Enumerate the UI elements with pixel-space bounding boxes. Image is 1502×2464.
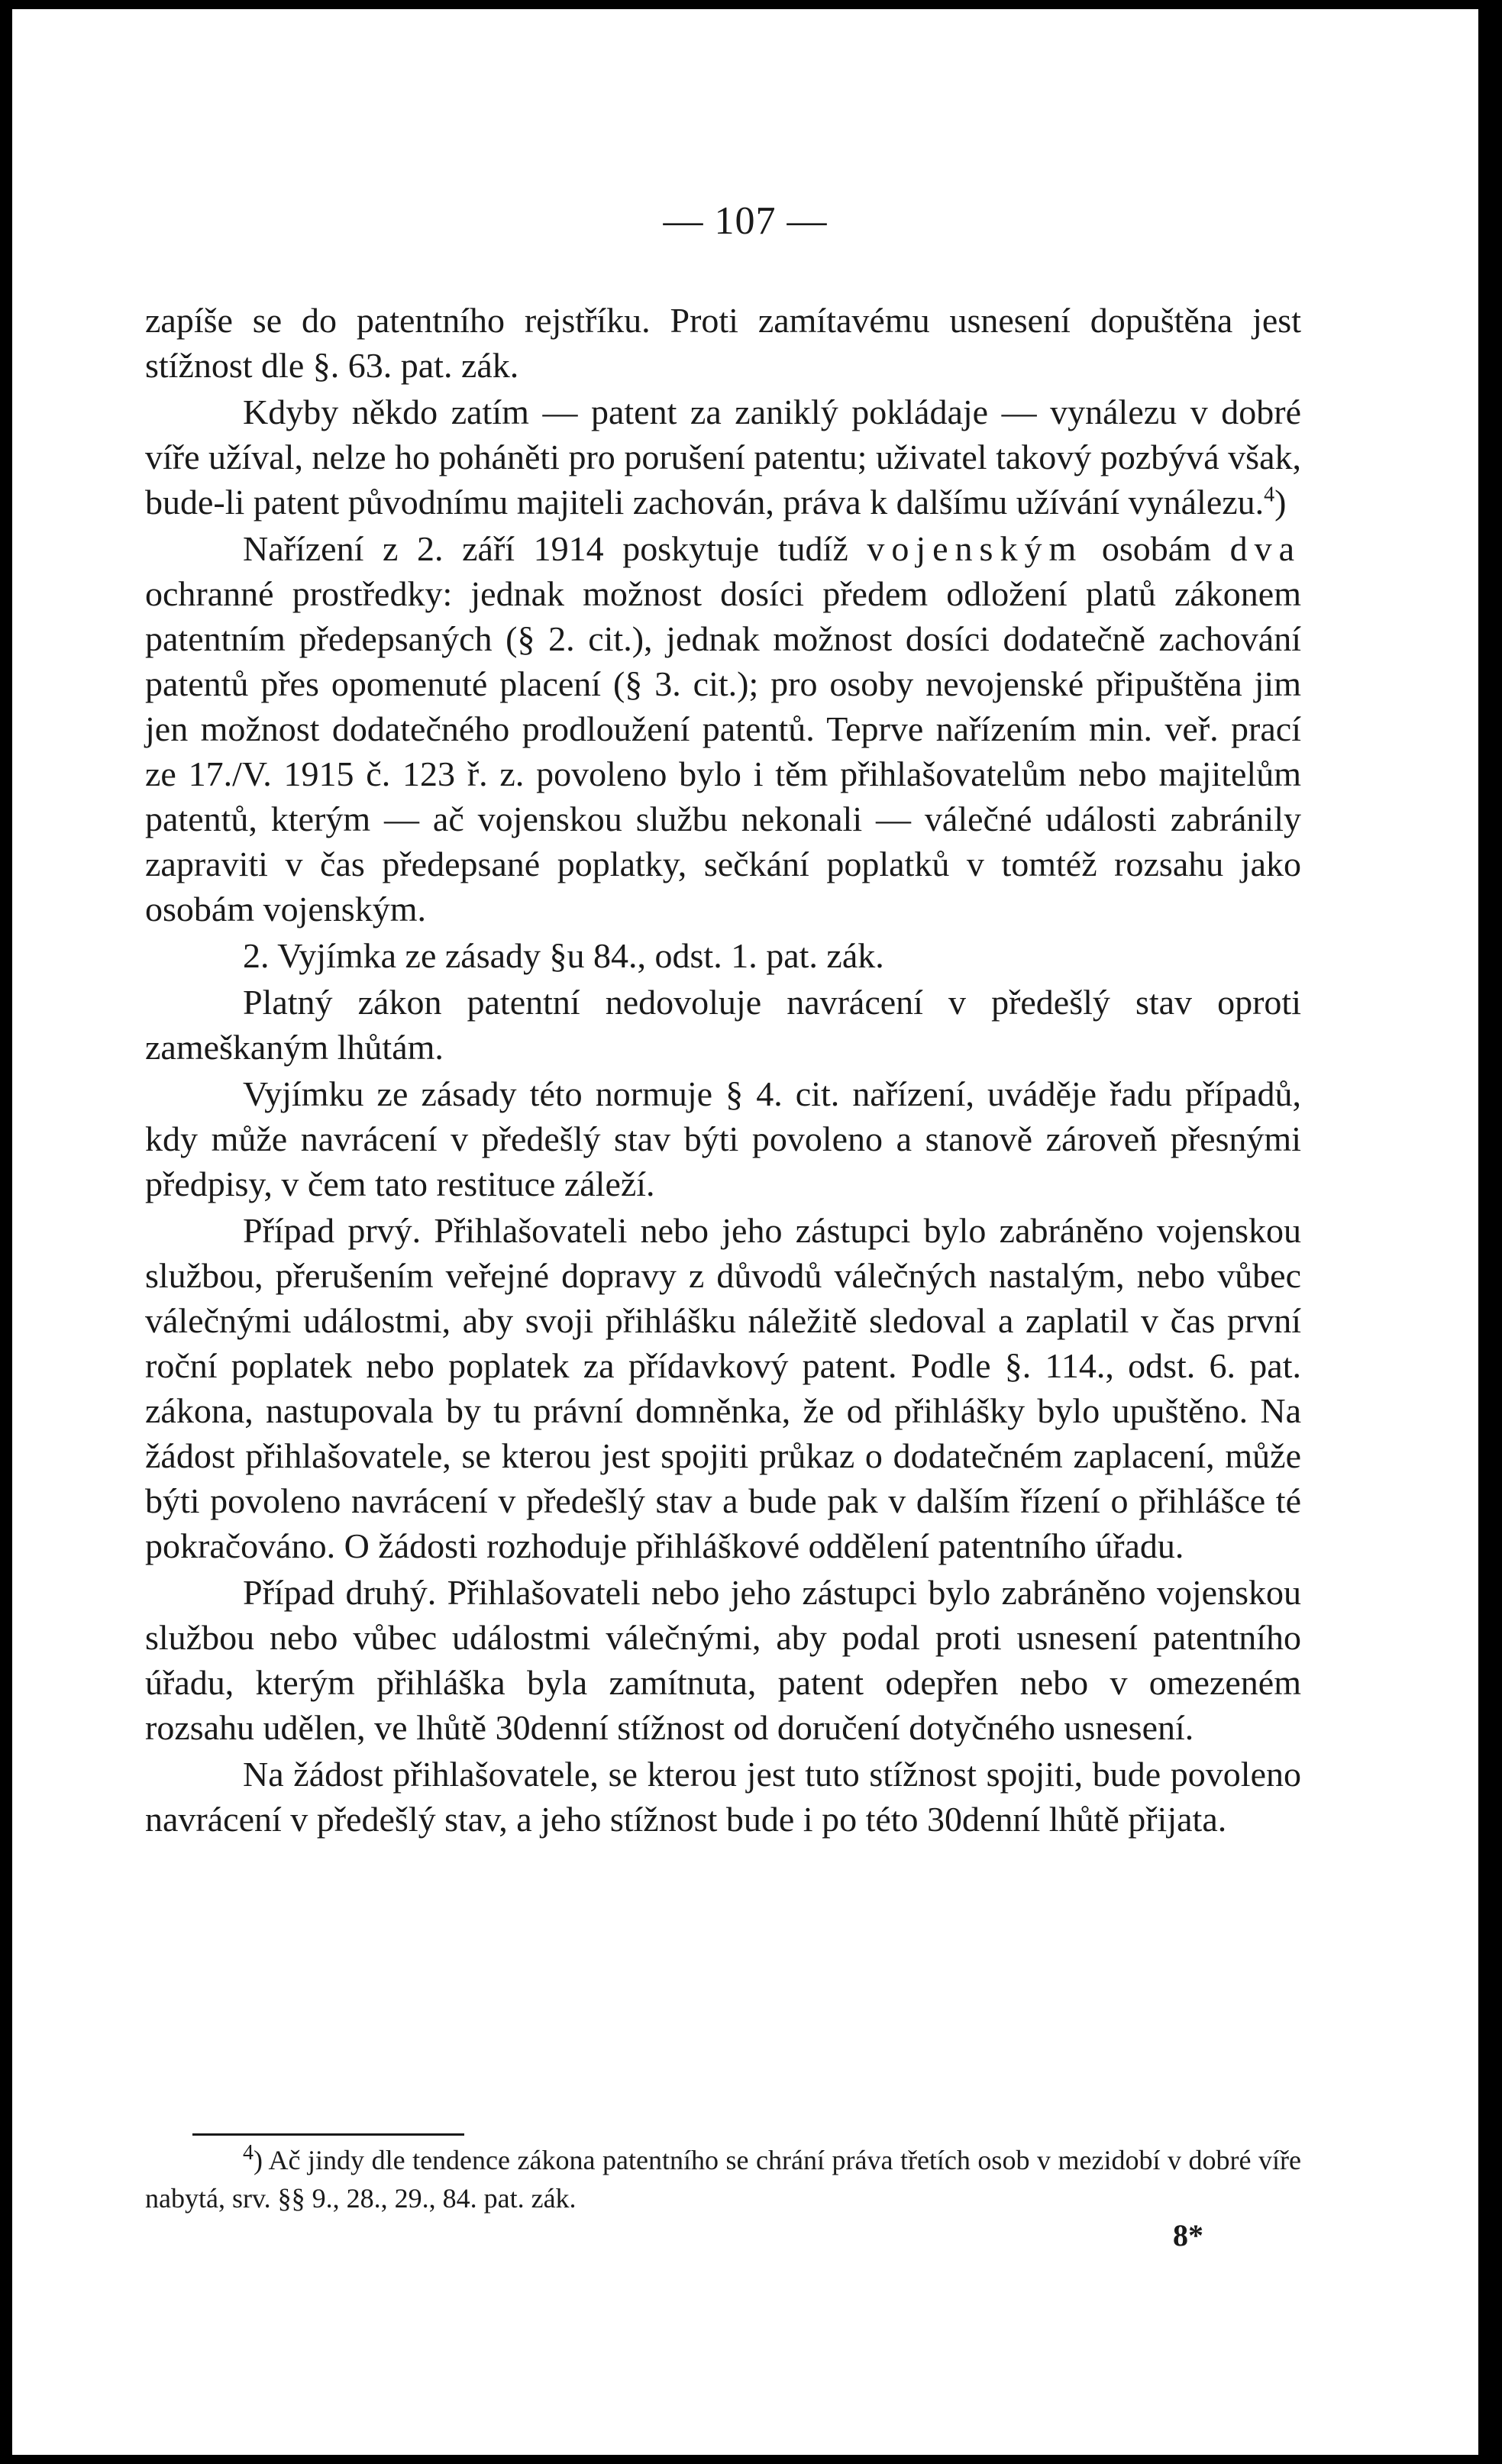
paragraph-3-part-c: ochranné prostředky: jednak možnost dosíci předem odložení platů zákonem patentním předepsaných (§ 2. cit.), jednak možnost dosíci dodatečně zachování patentů přes opomenuté placení (§ 3. cit.); pro osoby nevojenské připuštěna jim jen možnost dodatečného prodloužení patentů. Teprve nařízením min. veř. prací ze 17./V. 1915 č. 123 ř. z. povoleno bylo i těm přihlašovatelům nebo majitelům patentů, kterým — ač vojenskou službu nekonali — válečné události zabránily zapraviti v čas předepsané poplatky, sečkání poplatků v tomtéž rozsahu jako osobám vojenským. (145, 574, 1301, 928)
paragraph-2-text: Kdyby někdo zatím — patent za zaniklý pokládaje — vynálezu v dobré víře užíval, nelze ho poháněti pro porušení patentu; uživatel takový pozbývá však, bude-li patent původnímu majiteli zachován, práva k dalšímu užívání vynálezu. (145, 392, 1301, 522)
paragraph-1-text: zapíše se do patentního rejstříku. Proti zamítavému usnesení dopuštěna jest stížnost dle §. 63. pat. zák. (145, 301, 1301, 385)
book-page (12, 9, 1478, 2455)
page-number: — 107 — (663, 199, 828, 243)
footnote-number: 4 (243, 2141, 254, 2165)
paragraph-case-one (145, 1208, 1301, 1568)
body-text (145, 298, 1301, 1843)
paragraph-7-text: Případ prvý. Přihlašovateli nebo jeho zástupci bylo zabráněno vojenskou službou, přerušením veřejné dopravy z důvodů válečných nastalým, nebo vůbec válečnými událostmi, aby svoji přihlášku náležitě sledoval a zaplatil v čas první roční poplatek nebo poplatek za přídavkový patent. Podle §. 114., odst. 6. pat. zákona, nastupovala by tu právní domněnka, že od přihlášky bylo upuštěno. Na žádost přihlašovatele, se kterou jest spojiti průkaz o dodatečném zaplacení, může býti povoleno navrácení v předešlý stav a bude pak v dalším řízení o přihlášce té pokračováno. O žádosti rozhoduje přihláškové oddělení patentního úřadu. (145, 1211, 1301, 1565)
section-heading-text: 2. Vyjímka ze zásady §u 84., odst. 1. pat. zák. (243, 936, 884, 975)
emphasis-military: vojenským (867, 529, 1084, 568)
footnote (145, 2141, 1301, 2217)
paragraph-9-text: Na žádost přihlašovatele, se kterou jest tuto stížnost spojiti, bude povoleno navrácení v předešlý stav, a jeho stížnost bude i po této 30denní lhůtě přijata. (145, 1755, 1301, 1839)
paragraph-3-part-a: Nařízení z 2. září 1914 poskytuje tudíž (243, 529, 848, 568)
paragraph-3-part-b: osobám (1101, 529, 1211, 568)
footnote-body (145, 2141, 1301, 2217)
paragraph-regulation (145, 526, 1301, 932)
paragraph-request (145, 1752, 1301, 1842)
paragraph-8-text: Případ druhý. Přihlašovateli nebo jeho zástupci bylo zabráněno vojenskou službou nebo vůbec událostmi válečnými, aby podal proti usnesení patentního úřadu, kterým přihláška byla zamítnuta, patent odepřen nebo v omezeném rozsahu udělen, ve lhůtě 30denní stížnost od doručení dotyčného usnesení. (145, 1573, 1301, 1747)
footnote-text: ) Ač jindy dle tendence zákona patentního se chrání práva třetích osob v mezidobí v dobré víře nabytá, srv. §§ 9., 28., 29., 84. pat. zák. (145, 2145, 1301, 2214)
paragraph-law (145, 980, 1301, 1070)
printer-signature-mark: 8* (1173, 2218, 1203, 2252)
section-heading (145, 933, 1301, 978)
footnote-reference: 4 (1264, 483, 1275, 507)
paragraph-6-text: Vyjímku ze zásady této normuje § 4. cit. nařízení, uváděje řadu případů, kdy může navrácení v předešlý stav býti povoleno a stanově zároveň přesnými předpisy, v čem tato restituce záleží. (145, 1074, 1301, 1203)
paragraph-continuation (145, 298, 1301, 388)
paragraph-5-text: Platný zákon patentní nedovoluje navrácení v předešlý stav oproti zameškaným lhůtám. (145, 983, 1301, 1067)
paragraph-infringement (145, 389, 1301, 525)
emphasis-two: dva (1229, 529, 1302, 568)
paragraph-case-two (145, 1570, 1301, 1750)
footnote-reference-close: ) (1274, 483, 1287, 522)
footnote-divider (192, 2133, 464, 2136)
paragraph-exception (145, 1071, 1301, 1206)
